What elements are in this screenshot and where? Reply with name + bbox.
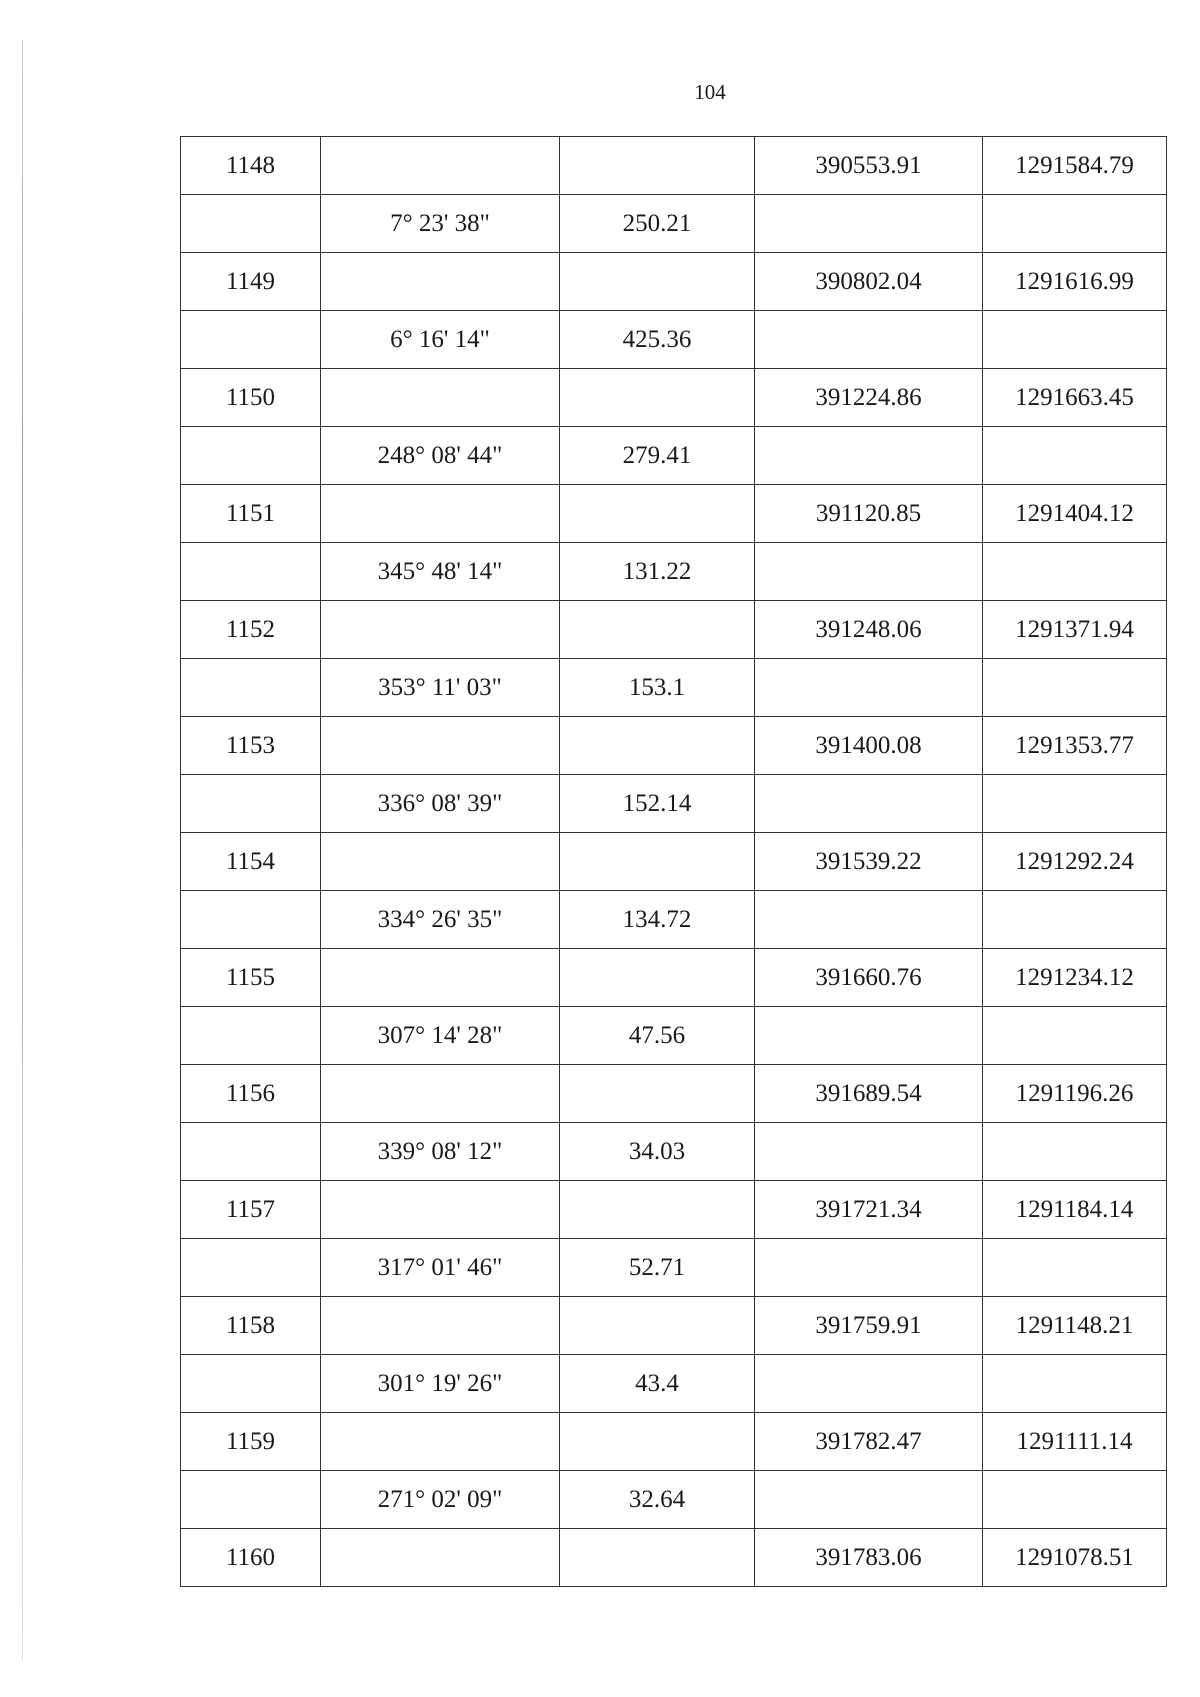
- station-cell: [181, 1471, 321, 1529]
- easting-cell: 1291292.24: [983, 833, 1167, 891]
- table-row: [181, 1529, 1167, 1587]
- distance-cell: [560, 601, 755, 659]
- station-cell: [181, 1239, 321, 1297]
- station-cell: 1148: [181, 137, 321, 195]
- distance-cell: 32.64: [560, 1471, 755, 1529]
- table-row: [181, 949, 1167, 1007]
- table-row: [181, 1471, 1167, 1529]
- station-cell: [181, 1123, 321, 1181]
- left-margin-scan-line: [22, 40, 23, 1660]
- table-body: [181, 137, 1167, 1587]
- northing-cell: 391689.54: [755, 1065, 983, 1123]
- northing-cell: 390802.04: [755, 253, 983, 311]
- easting-cell: [983, 311, 1167, 369]
- table-row: [181, 1297, 1167, 1355]
- station-cell: [181, 311, 321, 369]
- bearing-cell: [321, 1065, 560, 1123]
- bearing-cell: [321, 1413, 560, 1471]
- easting-cell: 1291184.14: [983, 1181, 1167, 1239]
- easting-cell: 1291111.14: [983, 1413, 1167, 1471]
- bearing-cell: [321, 253, 560, 311]
- northing-cell: 391224.86: [755, 369, 983, 427]
- bearing-cell: 317° 01' 46": [321, 1239, 560, 1297]
- distance-cell: [560, 1297, 755, 1355]
- table-row: [181, 891, 1167, 949]
- easting-cell: [983, 775, 1167, 833]
- station-cell: 1155: [181, 949, 321, 1007]
- easting-cell: 1291616.99: [983, 253, 1167, 311]
- distance-cell: 250.21: [560, 195, 755, 253]
- station-cell: 1154: [181, 833, 321, 891]
- table-row: [181, 485, 1167, 543]
- easting-cell: [983, 1471, 1167, 1529]
- northing-cell: [755, 1355, 983, 1413]
- station-cell: 1160: [181, 1529, 321, 1587]
- easting-cell: 1291584.79: [983, 137, 1167, 195]
- distance-cell: [560, 485, 755, 543]
- northing-cell: 390553.91: [755, 137, 983, 195]
- bearing-cell: 336° 08' 39": [321, 775, 560, 833]
- northing-cell: [755, 775, 983, 833]
- northing-cell: [755, 543, 983, 601]
- bearing-cell: 271° 02' 09": [321, 1471, 560, 1529]
- distance-cell: 43.4: [560, 1355, 755, 1413]
- table-row: [181, 1239, 1167, 1297]
- station-cell: 1150: [181, 369, 321, 427]
- table-row: [181, 195, 1167, 253]
- bearing-cell: 339° 08' 12": [321, 1123, 560, 1181]
- station-cell: [181, 427, 321, 485]
- table-row: [181, 543, 1167, 601]
- table-row: [181, 833, 1167, 891]
- distance-cell: 47.56: [560, 1007, 755, 1065]
- easting-cell: [983, 427, 1167, 485]
- northing-cell: [755, 1471, 983, 1529]
- northing-cell: [755, 1007, 983, 1065]
- table-row: [181, 311, 1167, 369]
- northing-cell: [755, 659, 983, 717]
- bearing-cell: 353° 11' 03": [321, 659, 560, 717]
- northing-cell: [755, 1123, 983, 1181]
- distance-cell: [560, 1529, 755, 1587]
- station-cell: [181, 195, 321, 253]
- bearing-cell: [321, 717, 560, 775]
- northing-cell: [755, 195, 983, 253]
- easting-cell: 1291404.12: [983, 485, 1167, 543]
- northing-cell: 391759.91: [755, 1297, 983, 1355]
- distance-cell: 34.03: [560, 1123, 755, 1181]
- easting-cell: [983, 659, 1167, 717]
- distance-cell: [560, 1181, 755, 1239]
- table-row: [181, 717, 1167, 775]
- distance-cell: 153.1: [560, 659, 755, 717]
- northing-cell: 391120.85: [755, 485, 983, 543]
- station-cell: 1159: [181, 1413, 321, 1471]
- bearing-cell: [321, 1297, 560, 1355]
- bearing-cell: [321, 833, 560, 891]
- northing-cell: [755, 1239, 983, 1297]
- distance-cell: 425.36: [560, 311, 755, 369]
- bearing-cell: [321, 369, 560, 427]
- bearing-cell: [321, 137, 560, 195]
- northing-cell: 391248.06: [755, 601, 983, 659]
- easting-cell: [983, 195, 1167, 253]
- survey-coordinates-table: [180, 136, 1167, 1587]
- northing-cell: [755, 427, 983, 485]
- page-number: 104: [694, 80, 726, 104]
- table-row: [181, 1123, 1167, 1181]
- table-row: [181, 775, 1167, 833]
- distance-cell: [560, 137, 755, 195]
- bearing-cell: [321, 485, 560, 543]
- station-cell: 1156: [181, 1065, 321, 1123]
- northing-cell: 391783.06: [755, 1529, 983, 1587]
- easting-cell: [983, 1239, 1167, 1297]
- station-cell: 1153: [181, 717, 321, 775]
- easting-cell: [983, 891, 1167, 949]
- distance-cell: [560, 1065, 755, 1123]
- northing-cell: 391721.34: [755, 1181, 983, 1239]
- table-row: [181, 427, 1167, 485]
- station-cell: 1149: [181, 253, 321, 311]
- easting-cell: 1291234.12: [983, 949, 1167, 1007]
- station-cell: 1157: [181, 1181, 321, 1239]
- bearing-cell: [321, 949, 560, 1007]
- station-cell: [181, 543, 321, 601]
- table-row: [181, 1181, 1167, 1239]
- bearing-cell: 334° 26' 35": [321, 891, 560, 949]
- easting-cell: 1291196.26: [983, 1065, 1167, 1123]
- station-cell: [181, 1355, 321, 1413]
- station-cell: [181, 775, 321, 833]
- easting-cell: 1291078.51: [983, 1529, 1167, 1587]
- northing-cell: 391782.47: [755, 1413, 983, 1471]
- bearing-cell: 248° 08' 44": [321, 427, 560, 485]
- table-row: [181, 659, 1167, 717]
- easting-cell: [983, 1355, 1167, 1413]
- distance-cell: 152.14: [560, 775, 755, 833]
- table-row: [181, 137, 1167, 195]
- distance-cell: 134.72: [560, 891, 755, 949]
- distance-cell: [560, 1413, 755, 1471]
- distance-cell: [560, 949, 755, 1007]
- northing-cell: 391660.76: [755, 949, 983, 1007]
- northing-cell: [755, 891, 983, 949]
- easting-cell: 1291148.21: [983, 1297, 1167, 1355]
- easting-cell: [983, 1007, 1167, 1065]
- bearing-cell: 301° 19' 26": [321, 1355, 560, 1413]
- easting-cell: [983, 543, 1167, 601]
- table-row: [181, 253, 1167, 311]
- easting-cell: 1291663.45: [983, 369, 1167, 427]
- bearing-cell: 7° 23' 38": [321, 195, 560, 253]
- distance-cell: 279.41: [560, 427, 755, 485]
- easting-cell: 1291353.77: [983, 717, 1167, 775]
- table-row: [181, 1413, 1167, 1471]
- bearing-cell: 6° 16' 14": [321, 311, 560, 369]
- station-cell: 1152: [181, 601, 321, 659]
- distance-cell: [560, 717, 755, 775]
- bearing-cell: [321, 1181, 560, 1239]
- distance-cell: [560, 833, 755, 891]
- distance-cell: [560, 369, 755, 427]
- bearing-cell: [321, 601, 560, 659]
- bearing-cell: 345° 48' 14": [321, 543, 560, 601]
- station-cell: 1158: [181, 1297, 321, 1355]
- distance-cell: 131.22: [560, 543, 755, 601]
- table-row: [181, 1065, 1167, 1123]
- northing-cell: 391400.08: [755, 717, 983, 775]
- bearing-cell: [321, 1529, 560, 1587]
- easting-cell: 1291371.94: [983, 601, 1167, 659]
- table-row: [181, 1007, 1167, 1065]
- station-cell: [181, 891, 321, 949]
- distance-cell: 52.71: [560, 1239, 755, 1297]
- distance-cell: [560, 253, 755, 311]
- station-cell: [181, 659, 321, 717]
- station-cell: [181, 1007, 321, 1065]
- easting-cell: [983, 1123, 1167, 1181]
- station-cell: 1151: [181, 485, 321, 543]
- table-row: [181, 1355, 1167, 1413]
- table-row: [181, 601, 1167, 659]
- northing-cell: 391539.22: [755, 833, 983, 891]
- northing-cell: [755, 311, 983, 369]
- table-row: [181, 369, 1167, 427]
- bearing-cell: 307° 14' 28": [321, 1007, 560, 1065]
